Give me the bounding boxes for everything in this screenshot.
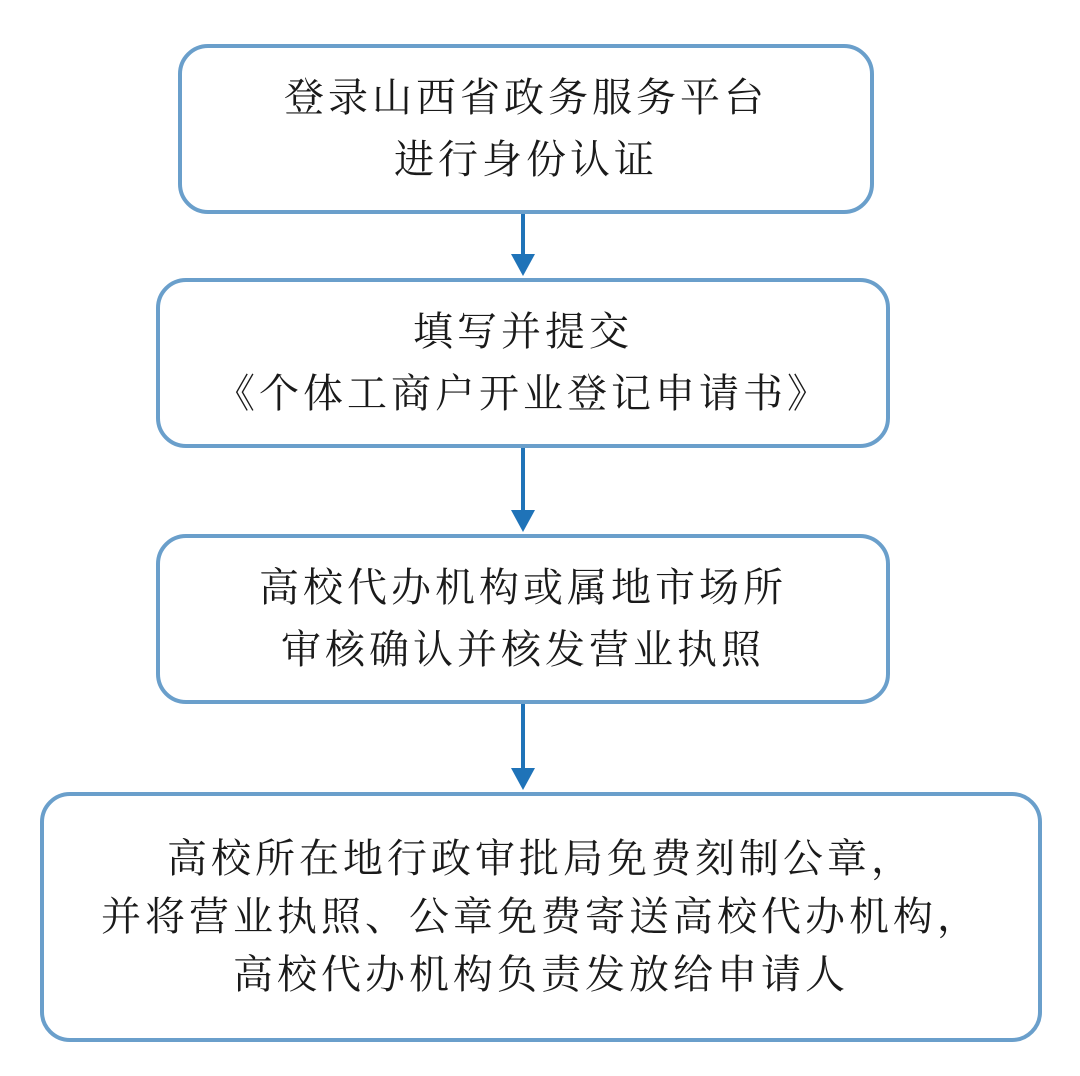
arrow-down-icon: [508, 214, 538, 278]
arrow-down-icon: [508, 448, 538, 534]
step-4-line-2: 并将营业执照、公章免费寄送高校代办机构，: [101, 894, 981, 940]
step-1-line-1: 登录山西省政务服务平台: [284, 75, 768, 121]
step-2-line-1: 填写并提交: [413, 309, 633, 355]
step-2-line-2: 《个体工商户开业登记申请书》: [215, 371, 831, 417]
flow-step-3-box: [156, 534, 890, 704]
flow-step-4-box: [40, 792, 1042, 1042]
arrow-down-icon: [508, 704, 538, 792]
step-4-line-1: 高校所在地行政审批局免费刻制公章，: [167, 836, 915, 882]
step-1-line-2: 进行身份认证: [394, 137, 658, 183]
step-4-line-3: 高校代办机构负责发放给申请人: [233, 952, 849, 998]
flow-step-1-box: [178, 44, 874, 214]
flow-step-2-box: [156, 278, 890, 448]
step-3-line-1: 高校代办机构或属地市场所: [259, 565, 787, 611]
step-3-line-2: 审核确认并核发营业执照: [281, 627, 765, 673]
